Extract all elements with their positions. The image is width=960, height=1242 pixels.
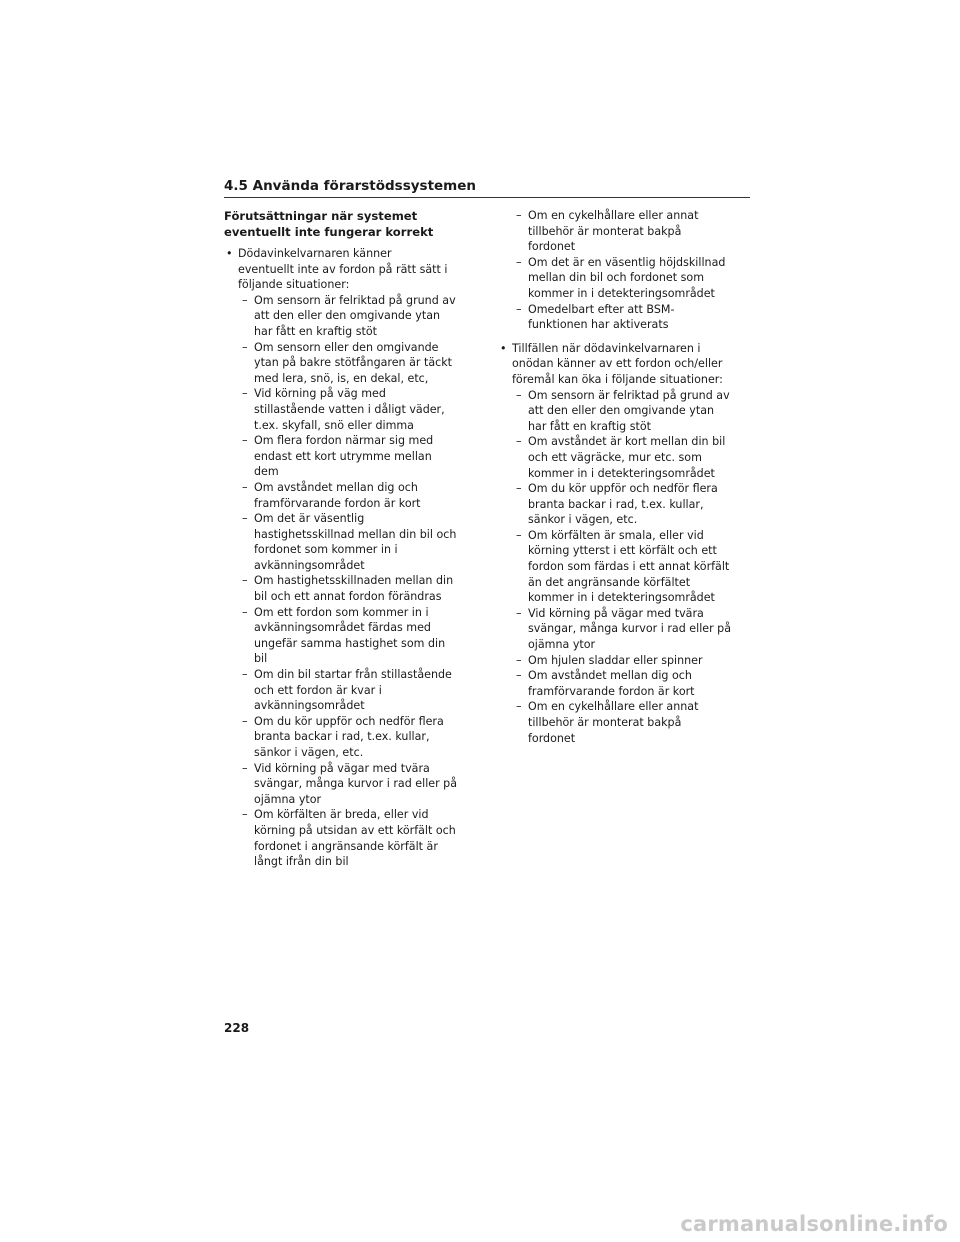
- sublist-bullet-1: [224, 293, 476, 870]
- list-item: [224, 340, 476, 387]
- list-item-line: Om hastighetsskillnaden mellan din: [254, 574, 454, 588]
- list-item-line: har fått en kraftig stöt: [528, 419, 651, 433]
- watermark: carmanualsonline.info: [680, 1212, 948, 1236]
- dash-marker: –: [516, 528, 522, 542]
- dash-marker: –: [242, 340, 248, 354]
- bullet-marker: •: [500, 341, 507, 355]
- list-item-line: Omedelbart efter att BSM-: [528, 302, 675, 316]
- list-item-line: att den eller den omgivande ytan: [528, 404, 715, 418]
- dash-marker: –: [516, 653, 522, 667]
- list-item-line: fordonet: [528, 731, 576, 745]
- bullet-intro-line: Dödavinkelvarnaren känner: [238, 247, 392, 260]
- list-item: [498, 388, 750, 435]
- list-item-line: kommer in i detekteringsområdet: [528, 466, 715, 480]
- list-item-line: svängar, många kurvor i rad eller på: [254, 777, 458, 791]
- list-item-line: endast ett kort utrymme mellan: [254, 449, 432, 463]
- page-number: 228: [224, 1021, 250, 1035]
- bullet-marker: •: [226, 247, 233, 260]
- list-item-line: ungefär samma hastighet som din: [254, 636, 446, 650]
- list-item-line: Om en cykelhållare eller annat: [528, 209, 699, 222]
- list-item: [498, 699, 750, 746]
- list-item-line: Om det är väsentlig: [254, 512, 365, 526]
- list-item: [498, 653, 750, 669]
- dash-marker: –: [516, 388, 522, 402]
- section-title-line: eventuellt inte fungerar korrekt: [224, 225, 434, 239]
- list-item-line: fordon som färdas i ett annat körfält: [528, 560, 730, 574]
- dash-marker: –: [242, 293, 248, 307]
- list-item-line: Vid körning på väg med: [254, 387, 386, 401]
- list-item-line: ytan på bakre stötfångaren är täckt: [254, 356, 453, 370]
- bullet-intro-line: Tillfällen när dödavinkelvarnaren i: [512, 341, 701, 355]
- list-item-line: Om avståndet mellan dig och: [528, 669, 692, 683]
- list-item-line: tillbehör är monterat bakpå: [528, 716, 682, 729]
- list-item: [224, 761, 476, 808]
- list-item-line: Om hjulen sladdar eller spinner: [528, 653, 703, 667]
- list-item: [498, 255, 750, 302]
- list-item-line: Om avståndet mellan dig och: [254, 480, 418, 494]
- dash-marker: –: [242, 808, 248, 822]
- list-item-line: avkänningsområdet färdas med: [254, 621, 431, 635]
- list-item-line: svängar, många kurvor i rad eller på: [528, 622, 732, 636]
- list-item-line: Om din bil startar från stillastående: [254, 668, 452, 682]
- list-item: [498, 434, 750, 481]
- list-item-line: har fått en kraftig stöt: [254, 324, 377, 338]
- list-item-line: branta backar i rad, t.ex. kullar,: [254, 730, 430, 744]
- list-item-line: fordonet som kommer in i: [254, 543, 398, 557]
- dash-marker: –: [242, 605, 248, 619]
- dash-marker: –: [242, 480, 248, 494]
- list-item: [224, 433, 476, 480]
- list-item: [224, 386, 476, 433]
- list-item-line: tillbehör är monterat bakpå: [528, 224, 682, 238]
- list-item: [224, 511, 476, 573]
- list-item-line: bil: [254, 652, 268, 666]
- list-item-line: framförvarande fordon är kort: [528, 684, 695, 698]
- list-item: [498, 606, 750, 653]
- list-item-line: Vid körning på vägar med tvära: [528, 606, 704, 620]
- dash-marker: –: [516, 209, 522, 222]
- dash-marker: –: [516, 255, 522, 269]
- dash-marker: –: [242, 512, 248, 526]
- list-item: [224, 605, 476, 667]
- list-item-line: Om flera fordon närmar sig med: [254, 434, 434, 448]
- list-item-line: Om körfälten är smala, eller vid: [528, 528, 704, 542]
- list-item: [224, 714, 476, 761]
- list-item-line: Om du kör uppför och nedför flera: [254, 714, 444, 728]
- list-item-line: kommer in i detekteringsområdet: [528, 591, 715, 605]
- list-item-line: t.ex. skyfall, snö eller dimma: [254, 418, 414, 432]
- sublist-bullet-2: [498, 388, 750, 747]
- bullet-intro-line: följande situationer:: [238, 278, 350, 292]
- list-item: [224, 573, 476, 604]
- list-item-line: körning ytterst i ett körfält och ett: [528, 544, 717, 558]
- dash-marker: –: [516, 302, 522, 316]
- page-header: [224, 178, 750, 198]
- list-item-line: med lera, snö, is, en dekal, etc,: [254, 371, 429, 385]
- list-item-line: funktionen har aktiverats: [528, 318, 669, 332]
- list-item-line: hastighetsskillnad mellan din bil och: [254, 527, 457, 541]
- bullet-intro: [512, 341, 750, 388]
- list-item-line: dem: [254, 465, 279, 479]
- left-column: [224, 208, 476, 870]
- dash-marker: –: [516, 669, 522, 683]
- right-column: [498, 208, 750, 746]
- bullet-2: [498, 341, 750, 388]
- list-item-line: att den eller den omgivande ytan: [254, 309, 441, 323]
- dash-marker: –: [516, 700, 522, 714]
- dash-marker: –: [242, 574, 248, 588]
- dash-marker: –: [242, 387, 248, 401]
- list-item-line: sänkor i vägen, etc.: [254, 746, 364, 759]
- list-item-line: ojämna ytor: [254, 792, 322, 806]
- list-item: [498, 302, 750, 333]
- bullet-intro-line: föremål kan öka i följande situationer:: [512, 372, 723, 386]
- sublist-continued: [498, 208, 750, 333]
- list-item-line: Om avståndet är kort mellan din bil: [528, 435, 726, 449]
- dash-marker: –: [516, 482, 522, 496]
- list-item: [224, 807, 476, 869]
- list-item-line: avkänningsområdet: [254, 558, 365, 572]
- list-item-line: branta backar i rad, t.ex. kullar,: [528, 497, 704, 511]
- list-item-line: framförvarande fordon är kort: [254, 496, 421, 510]
- list-item-line: körning på utsidan av ett körfält och: [254, 823, 456, 837]
- dash-marker: –: [242, 714, 248, 728]
- section-title: [224, 208, 476, 240]
- list-item: [498, 481, 750, 528]
- dash-marker: –: [242, 668, 248, 682]
- dash-marker: –: [516, 606, 522, 620]
- list-item-line: Vid körning på vägar med tvära: [254, 761, 430, 775]
- list-item-line: Om det är en väsentlig höjdskillnad: [528, 255, 726, 269]
- list-item-line: ojämna ytor: [528, 638, 596, 652]
- list-item: [224, 293, 476, 340]
- list-item-line: Om ett fordon som kommer in i: [254, 605, 429, 619]
- list-item-line: Om du kör uppför och nedför flera: [528, 482, 718, 496]
- list-item-line: fordonet i angränsande körfält är: [254, 839, 438, 853]
- list-item-line: mellan din bil och fordonet som: [528, 271, 705, 285]
- list-item: [224, 667, 476, 714]
- section-title-line: Förutsättningar när systemet: [224, 209, 418, 223]
- dash-marker: –: [242, 434, 248, 448]
- list-item-line: Om en cykelhållare eller annat: [528, 700, 699, 714]
- bullet-intro-line: eventuellt inte av fordon på rätt sätt i: [238, 262, 448, 276]
- list-item: [224, 480, 476, 511]
- list-item: [498, 528, 750, 606]
- list-item-line: och ett vägräcke, mur etc. som: [528, 450, 702, 464]
- dash-marker: –: [516, 435, 522, 449]
- chapter-title: 4.5 Använda förarstödssystemen: [224, 178, 477, 194]
- bullet-intro-line: onödan känner av ett fordon och/eller: [512, 357, 723, 371]
- list-item-line: stillastående vatten i dåligt väder,: [254, 402, 445, 416]
- list-item-line: kommer in i detekteringsområdet: [528, 286, 715, 300]
- dash-marker: –: [242, 761, 248, 775]
- list-item-line: Om sensorn är felriktad på grund av: [254, 293, 456, 307]
- bullet-1: [224, 246, 476, 293]
- list-item-line: fordonet: [528, 240, 576, 254]
- list-item-line: än det angränsande körfältet: [528, 575, 691, 589]
- bullet-intro: [238, 246, 476, 293]
- list-item: [498, 668, 750, 699]
- list-item-line: Om körfälten är breda, eller vid: [254, 808, 429, 822]
- list-item: [498, 208, 750, 255]
- list-item-line: Om sensorn är felriktad på grund av: [528, 388, 730, 402]
- list-item-line: bil och ett annat fordon förändras: [254, 590, 442, 604]
- list-item-line: Om sensorn eller den omgivande: [254, 340, 439, 354]
- list-item-line: och ett fordon är kvar i: [254, 683, 382, 697]
- list-item-line: sänkor i vägen, etc.: [528, 513, 638, 527]
- list-item-line: avkänningsområdet: [254, 699, 365, 713]
- list-item-line: långt ifrån din bil: [254, 855, 349, 869]
